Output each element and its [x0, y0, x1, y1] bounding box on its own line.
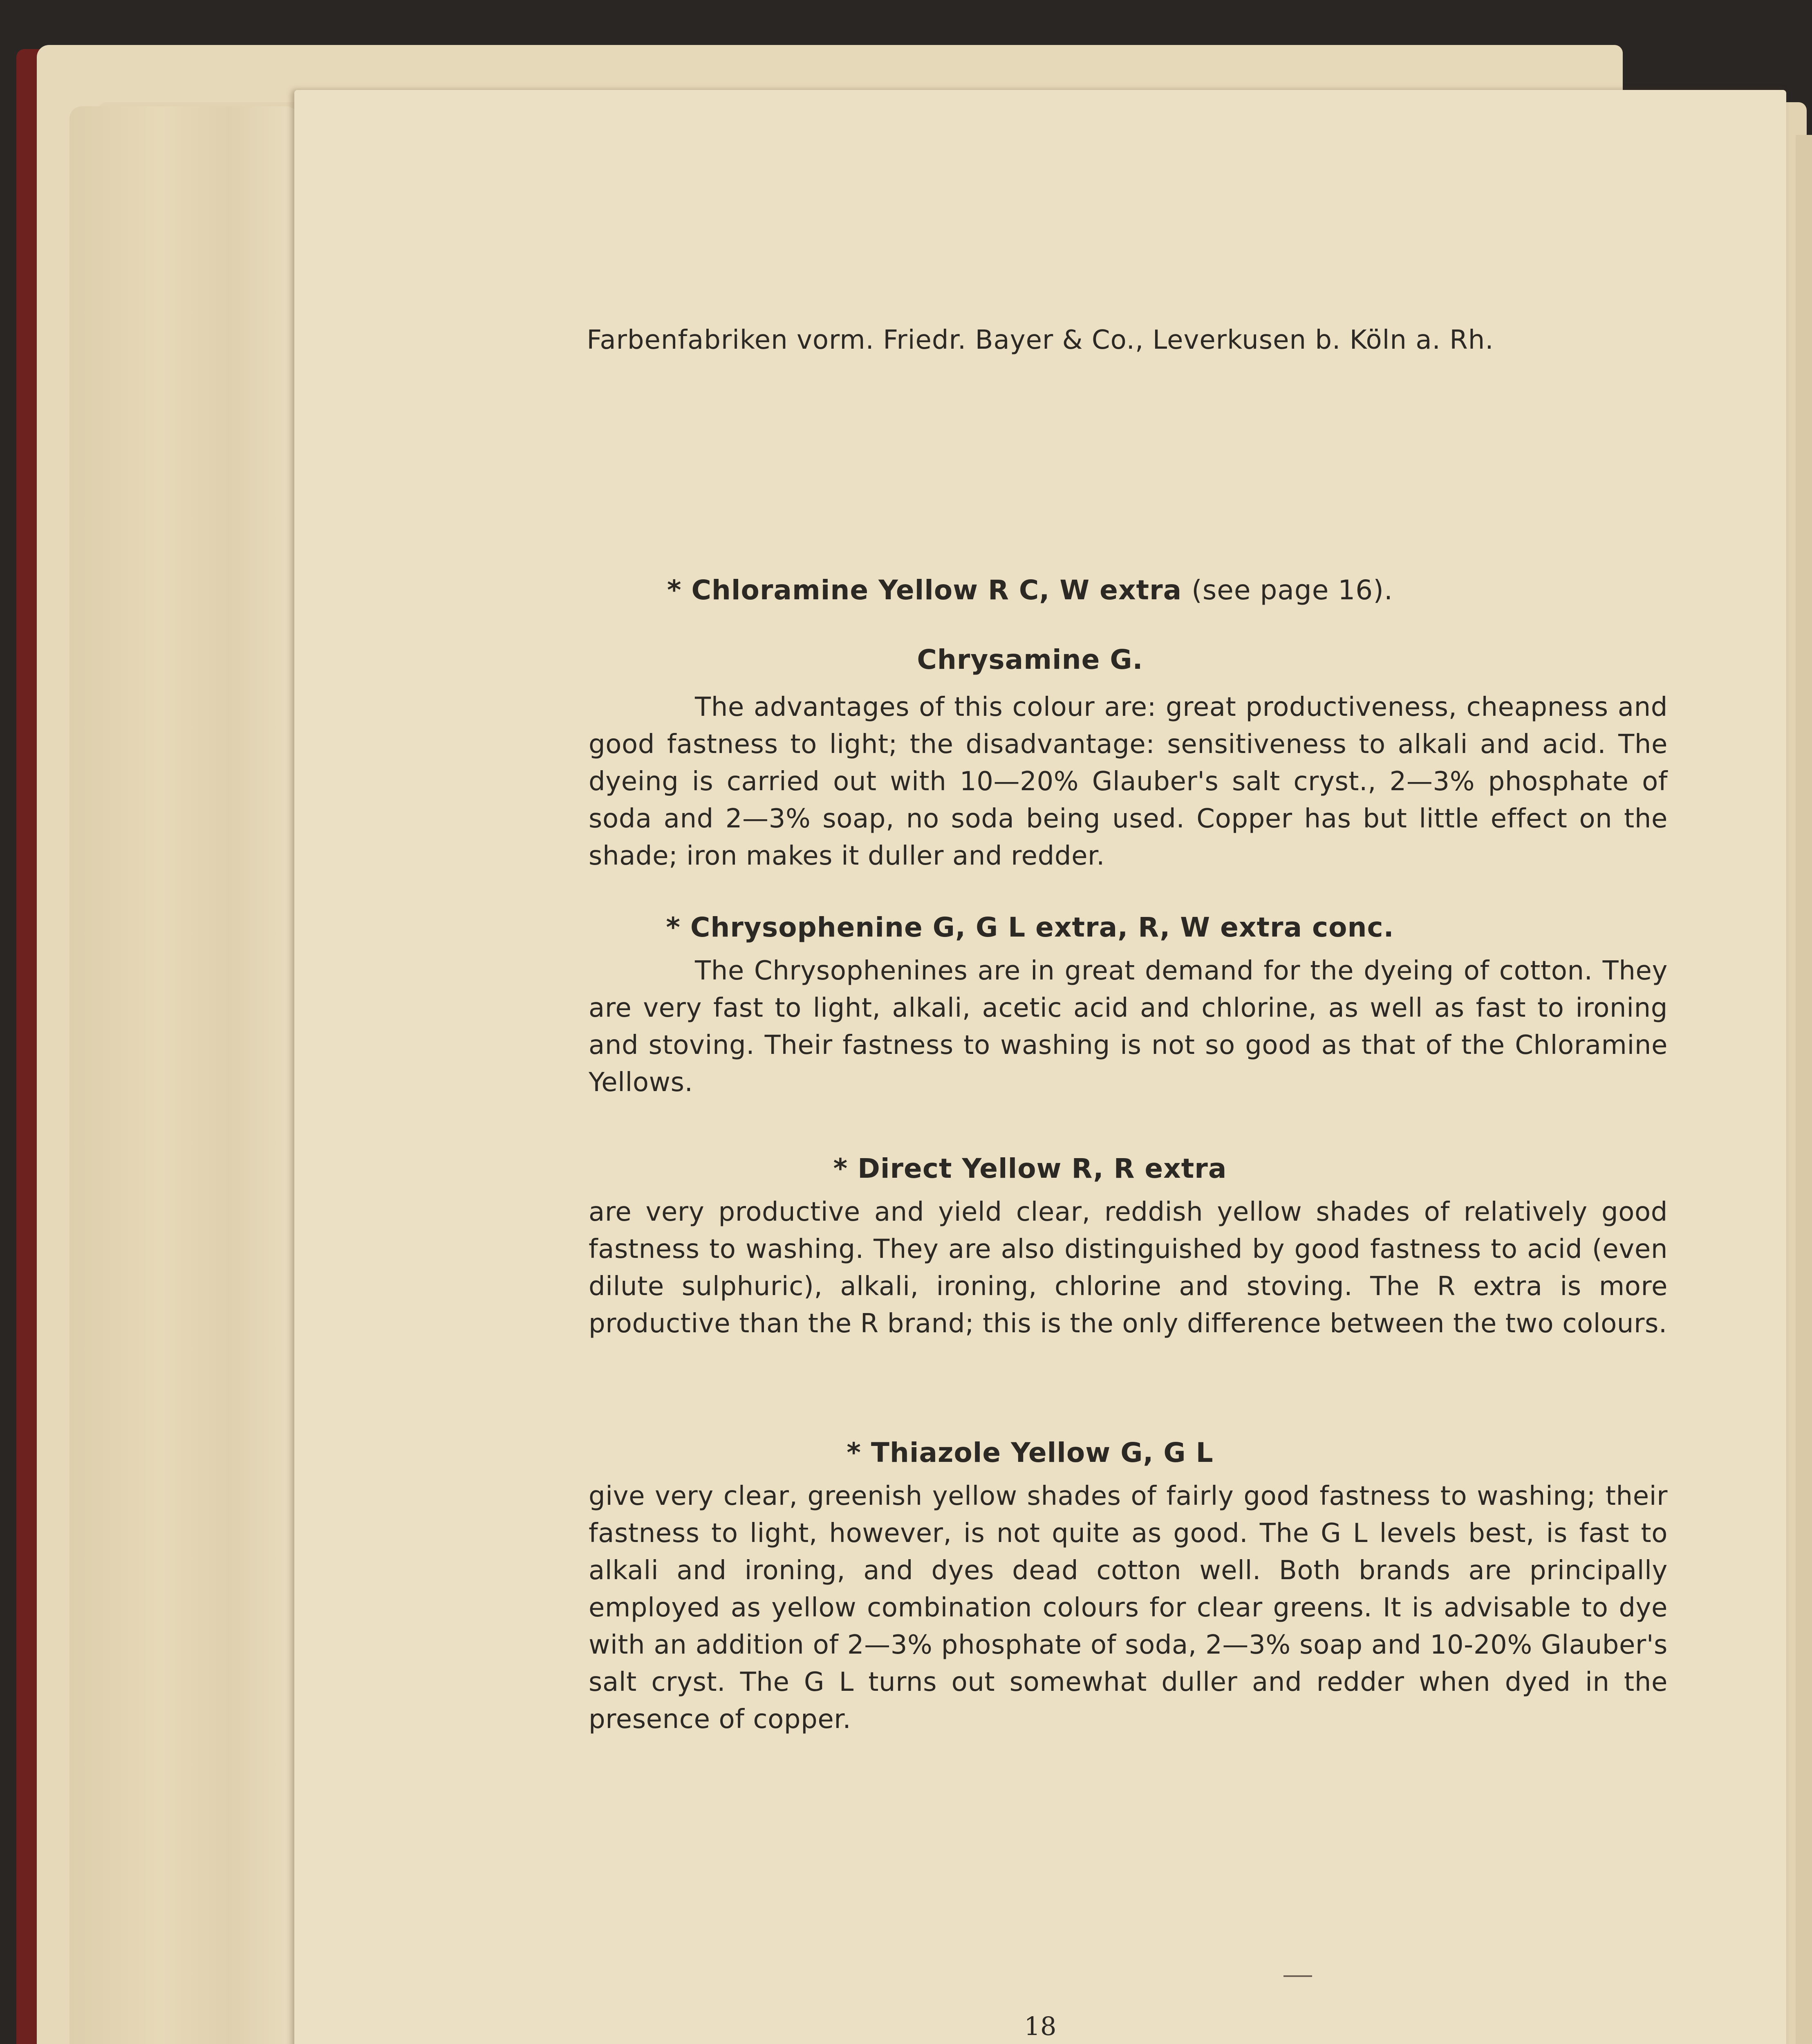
page-reference: (see page 16).	[1192, 574, 1393, 606]
paragraph-thiazole-yellow: give very clear, greenish yellow shades of fairly good fastness to washing; their fastness to light, however, is not quite as good. The G L levels best, is fast to alkali and ironing, and dyes dead cotton well. Both brands are principally employed as yellow combination colours for clear greens. It is advisable to dye with an addition of 2—3% phosphate of soda, 2—3% soap and 10-20% Glauber's salt cryst. The G L turns out somewhat duller and redder when dyed in the presence of copper.	[589, 1481, 1668, 1735]
heading-chrysamine: Chrysamine G.	[917, 644, 1143, 675]
heading-direct-yellow: * Direct Yellow R, R extra	[833, 1153, 1227, 1184]
running-head: Farbenfabriken vorm. Friedr. Bayer & Co., Leverkusen b. Köln a. Rh.	[587, 325, 1494, 355]
torn-page-edges	[69, 106, 298, 2044]
paragraph-direct-yellow: are very productive and yield clear, reddish yellow shades of relatively good fastness to washing. They are also distinguished by good fastness to acid (even dilute sulphuric), alkali, ironing, chlorine and stoving. The R extra is more productive than the R brand; this is the only difference between the two colours.	[589, 1197, 1668, 1339]
page-content	[294, 90, 1786, 2044]
heading-text: * Chloramine Yellow R C, W extra	[667, 574, 1182, 606]
paragraph-chrysamine: The advantages of this colour are: great productiveness, cheapness and good fastness to light; the disadvantage: sensitiveness to alkali and acid. The dyeing is carried out with 10—20% Glauber's salt cryst., 2—3% phosphate of soda and 2—3% soap, no soda being used. Copper has but little effect on the shade; iron makes it duller and redder.	[589, 692, 1668, 871]
document-page	[294, 90, 1786, 2044]
heading-chloramine-yellow	[499, 574, 1561, 606]
heading-thiazole-yellow: * Thiazole Yellow G, G L	[847, 1437, 1214, 1468]
page-number: 18	[1024, 2011, 1057, 2041]
printer-mark	[1283, 1975, 1312, 1977]
heading-chrysophenine: * Chrysophenine G, G L extra, R, W extra conc.	[666, 912, 1394, 943]
paragraph-chrysophenine: The Chrysophenines are in great demand for the dyeing of cotton. They are very fast to light, alkali, acetic acid and chlorine, as well as fast to ironing and stoving. Their fastness to washing is not so good as that of the Chloramine Yellows.	[589, 956, 1668, 1098]
facing-page-edge	[1796, 135, 1812, 2044]
